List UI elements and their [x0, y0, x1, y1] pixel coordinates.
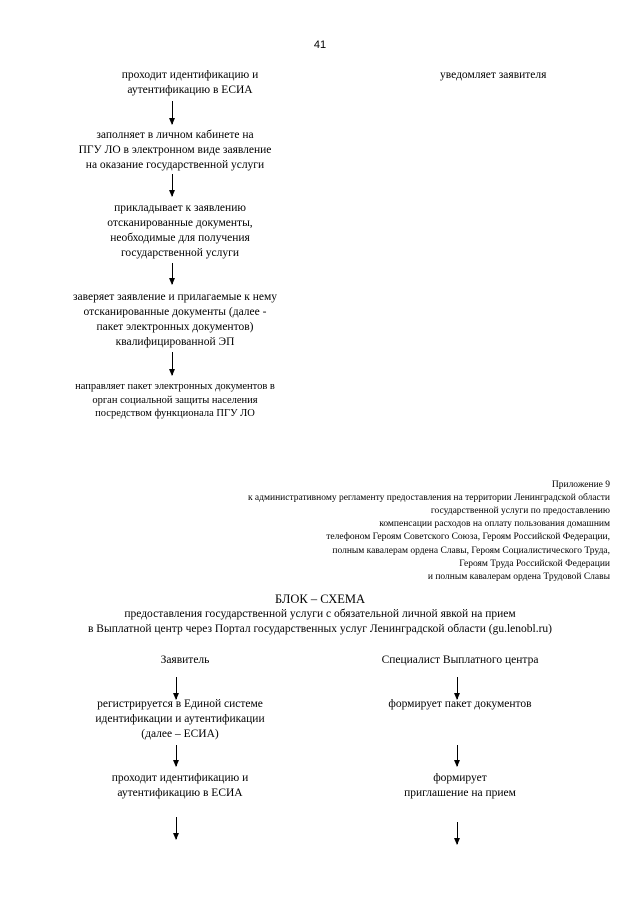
appendix-header	[150, 479, 610, 584]
appendix-line: телефоном Героям Советского Союза, Героям Российской Федерации,	[326, 532, 610, 543]
flow-arrow	[176, 677, 177, 699]
column-header-specialist: Специалист Выплатного центра	[381, 654, 539, 666]
flow-step-5-line-3: посредством функционала ПГУ ЛО	[95, 408, 255, 420]
specialist-step-2-line-2: приглашение на прием	[404, 786, 516, 799]
flow-arrow	[172, 263, 173, 284]
flow-step-2-line-1: заполняет в личном кабинете на	[96, 129, 254, 141]
applicant-step-2-line-1: проходит идентификацию и	[111, 772, 249, 784]
specialist-step-2	[360, 771, 560, 801]
page-number: 41	[313, 39, 327, 51]
flow-step-5-line-1: направляет пакет электронных документов в	[75, 381, 275, 392]
applicant-step-1-line-3: (далее – ЕСИА)	[141, 727, 219, 740]
flow-step-4	[40, 290, 310, 350]
flow-step-4-line-2: отсканированные документы (далее -	[83, 305, 267, 318]
flow-step-4-line-1: заверяет заявление и прилагаемые к нему	[72, 291, 278, 303]
specialist-step-1-line-1: формирует пакет документов	[388, 698, 532, 710]
appendix-line: и полным кавалерам ордена Трудовой Славы	[427, 571, 610, 582]
flow-arrow	[172, 101, 173, 124]
appendix-line: Героям Труда Российской Федерации	[459, 558, 610, 569]
scheme-subtitle-line-2: в Выплатной центр через Портал государственных услуг Ленинградской области (gu.lenobl.ru)	[88, 622, 552, 635]
flow-step-2-line-2: ПГУ ЛО в электронном виде заявление	[78, 143, 272, 156]
column-header-applicant: Заявитель	[160, 654, 210, 666]
scheme-subtitle	[0, 607, 640, 637]
notify-applicant-note: уведомляет заявителя	[440, 69, 547, 81]
flow-arrow	[172, 174, 173, 196]
applicant-step-2-line-2: аутентификацию в ЕСИА	[117, 786, 243, 799]
appendix-line: к административному регламенту предоставления на территории Ленинградской области	[247, 493, 610, 504]
flow-arrow	[176, 817, 177, 839]
appendix-line: Приложение 9	[551, 480, 610, 490]
flow-arrow	[457, 822, 458, 844]
flow-arrow	[457, 677, 458, 699]
flow-step-5	[40, 380, 310, 421]
flow-arrow	[172, 352, 173, 375]
flow-step-3-line-3: необходимые для получения	[110, 231, 250, 244]
applicant-step-2	[80, 771, 280, 801]
flow-step-2	[40, 128, 310, 173]
specialist-step-1	[360, 697, 560, 712]
flow-arrow	[176, 745, 177, 766]
appendix-line: полным кавалерам ордена Славы, Героям Социалистического Труда,	[332, 545, 610, 556]
flow-step-2-line-3: на оказание государственной услуги	[85, 158, 265, 171]
applicant-step-1	[60, 697, 300, 742]
flow-step-3-line-2: отсканированные документы,	[107, 216, 253, 229]
flow-step-3-line-4: государственной услуги	[120, 246, 240, 259]
flow-step-1	[80, 68, 300, 98]
scheme-subtitle-line-1: предоставления государственной услуги с обязательной личной явкой на прием	[124, 608, 516, 620]
flow-step-4-line-4: квалифицированной ЭП	[115, 335, 235, 348]
flow-step-5-line-2: орган социальной защиты населения	[92, 394, 258, 406]
flow-step-1-line-2: аутентификацию в ЕСИА	[127, 83, 253, 96]
applicant-step-1-line-2: идентификации и аутентификации	[95, 712, 265, 725]
applicant-step-1-line-1: регистрируется в Единой системе	[97, 698, 263, 710]
flow-step-3-line-1: прикладывает к заявлению	[114, 202, 246, 214]
flow-step-3	[60, 201, 300, 261]
scheme-title: БЛОК – СХЕМА	[274, 592, 366, 606]
flow-arrow	[457, 745, 458, 766]
flow-step-1-line-1: проходит идентификацию и	[121, 69, 259, 81]
specialist-step-2-line-1: формирует	[433, 772, 487, 784]
flow-step-4-line-3: пакет электронных документов)	[96, 320, 254, 333]
appendix-line: компенсации расходов на оплату пользования домашним	[379, 519, 610, 530]
appendix-line: государственной услуги по предоставлению	[430, 506, 610, 517]
